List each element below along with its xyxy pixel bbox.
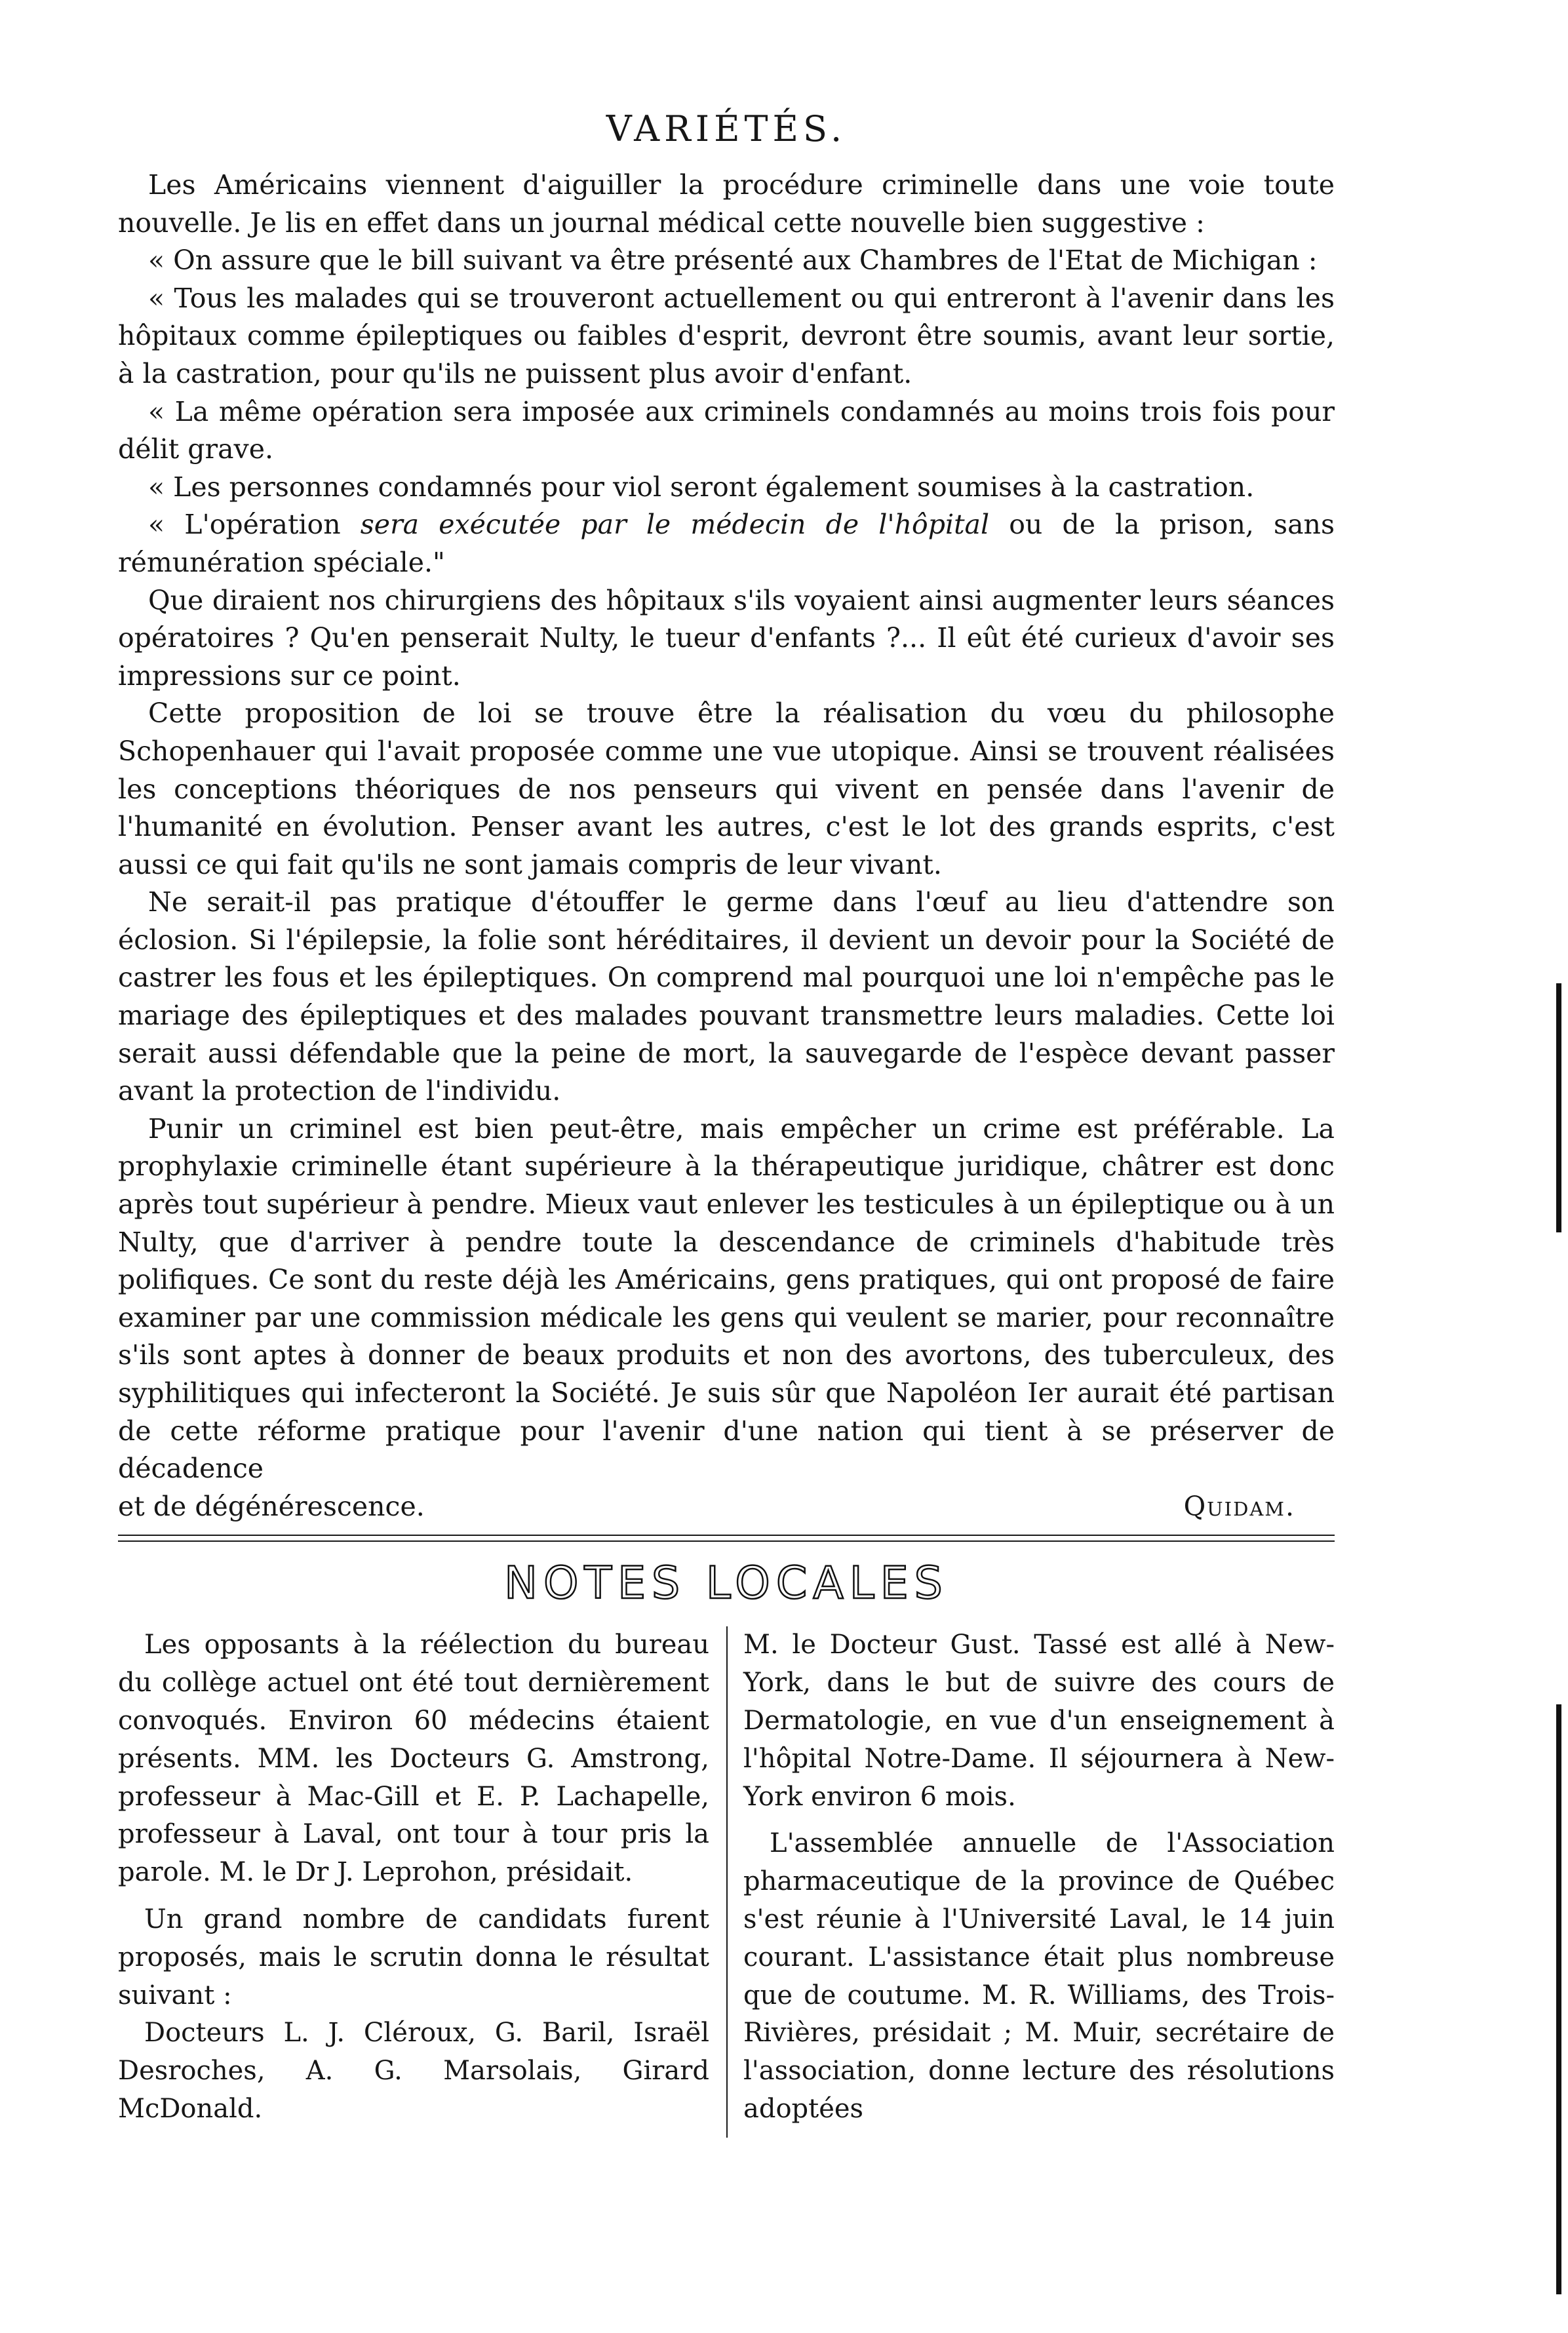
paragraph: M. le Docteur Gust. Tassé est allé à New-York, dans le but de suivre des cours de Dermatologie, en vue d'un enseignement à l'hôpital Notre-Dame. Il séjournera à New-York environ 6 mois. [743,1630,1335,1812]
paragraph: Les Américains viennent d'aiguiller la procédure criminelle dans une voie toute nouvelle. Je lis en effet dans un journal médical cette nouvelle bien suggestive : [118,169,1335,239]
page [118,108,1335,2278]
paragraph: Ne serait-il pas pratique d'étouffer le germe dans l'œuf au lieu d'attendre son éclosion. Si l'épilepsie, la folie sont héréditaires, il devient un devoir pour la Société de castrer les fous et les épileptiques. On comprend mal pourquoi une loi n'empêche pas le mariage des épileptiques et des malades pouvant transmettre leurs maladies. Cette loi serait aussi défendable que la peine de mort, la sauvegarde de l'espèce devant passer avant la protection de l'individu. [118,886,1335,1107]
paragraph: Cette proposition de loi se trouve être la réalisation du vœu du philosophe Schopenhauer qui l'avait proposée comme une vue utopique. Ainsi se trouvent réalisées les conceptions théoriques de nos penseurs qui vivent en pensée dans l'avenir de l'humanité en évolution. Penser avant les autres, c'est le lot des grands esprits, c'est aussi ce qui fait qu'ils ne sont jamais compris de leur vivant. [118,697,1335,880]
paragraph: Punir un criminel est bien peut-être, mais empêcher un crime est préférable. La prophylaxie criminelle étant supérieure à la thérapeutique juridique, châtrer est donc après tout supérieur à pendre. Mieux vaut enlever les testicules à un épileptique ou à un Nulty, que d'arriver à pendre toute la descendance de criminels d'habitude très polifiques. Ce sont du reste déjà les Américains, gens pratiques, qui ont proposé de faire examiner par une commission médicale les gens qui veulent se marier, pour reconnaître s'ils sont aptes à donner de beaux produits et non des avortons, des tuberculeux, des syphilitiques qui infecteront la Société. Je suis sûr que Napoléon Ier aurait été partisan de cette réforme pratique pour l'avenir d'une nation qui tient à se préserver de décadence [118,1112,1335,1485]
right-column [726,1626,1335,2137]
italic-phrase: sera exécutée par le médecin de l'hôpital [360,509,990,541]
quote-paragraph: « Tous les malades qui se trouveront actuellement ou qui entreront à l'avenir dans les hôpitaux comme épileptiques ou faibles d'esprit, devront être soumis, avant leur sortie, à la castration, pour qu'ils ne puissent plus avoir d'enfant. [118,282,1335,389]
quote-paragraph: « La même opération sera imposée aux criminels condamnés au moins trois fois pour délit grave. [118,395,1335,465]
signature: Quidam. [1183,1490,1295,1522]
quote-text: « L'opération [148,509,361,541]
quote-text: ou de la prison, sans rémunération spéciale." [118,509,1335,578]
paragraph: Que diraient nos chirurgiens des hôpitaux s'ils voyaient ainsi augmenter leurs séances opératoires ? Qu'en penserait Nulty, le tueur d'enfants ?... Il eût été curieux d'avoir ses impressions sur ce point. [118,584,1335,692]
paragraph: Un grand nombre de candidats furent proposés, mais le scrutin donna le résultat suivant : [118,1904,709,2010]
quote-paragraph-operation [118,506,1335,581]
section-title-notes-locales: NOTES LOCALES [504,1558,949,1610]
quote-paragraph: « Les personnes condamnés pour viol seront également soumises à la castration. [148,471,1255,503]
closing-line [118,1488,1335,1526]
section-title-varietes: VARIÉTÉS. [606,108,847,149]
page-edge-mark [1556,983,1561,1232]
quote-paragraph: « On assure que le bill suivant va être présenté aux Chambres de l'Etat de Michigan : [148,245,1318,277]
closing-text: et de dégénérescence. [118,1490,425,1522]
paragraph: L'assemblée annuelle de l'Association pharmaceutique de la province de Québec s'est réunie à l'Université Laval, le 14 juin courant. L'assistance était plus nombreuse que de coutume. M. R. Williams, des Trois-Rivières, présidait ; M. Muir, secrétaire de l'association, donne lecture des résolutions adoptées [743,1828,1335,2124]
paragraph: Les opposants à la réélection du bureau du collège actuel ont été tout dernièrement convoqués. Environ 60 médecins étaient présents. MM. les Docteurs G. Amstrong, professeur à Mac-Gill et E. P. Lachapelle, professeur à Laval, ont tour à tour pris la parole. M. le Dr J. Leprohon, présidait. [118,1630,709,1888]
paragraph-candidates: Docteurs L. J. Cléroux, G. Baril, Israël Desroches, A. G. Marsolais, Girard McDonald. [118,2018,709,2124]
left-column [118,1626,726,2137]
double-rule-divider [118,1535,1335,1542]
two-column-layout [118,1626,1335,2137]
page-edge-mark [1556,1704,1561,2294]
